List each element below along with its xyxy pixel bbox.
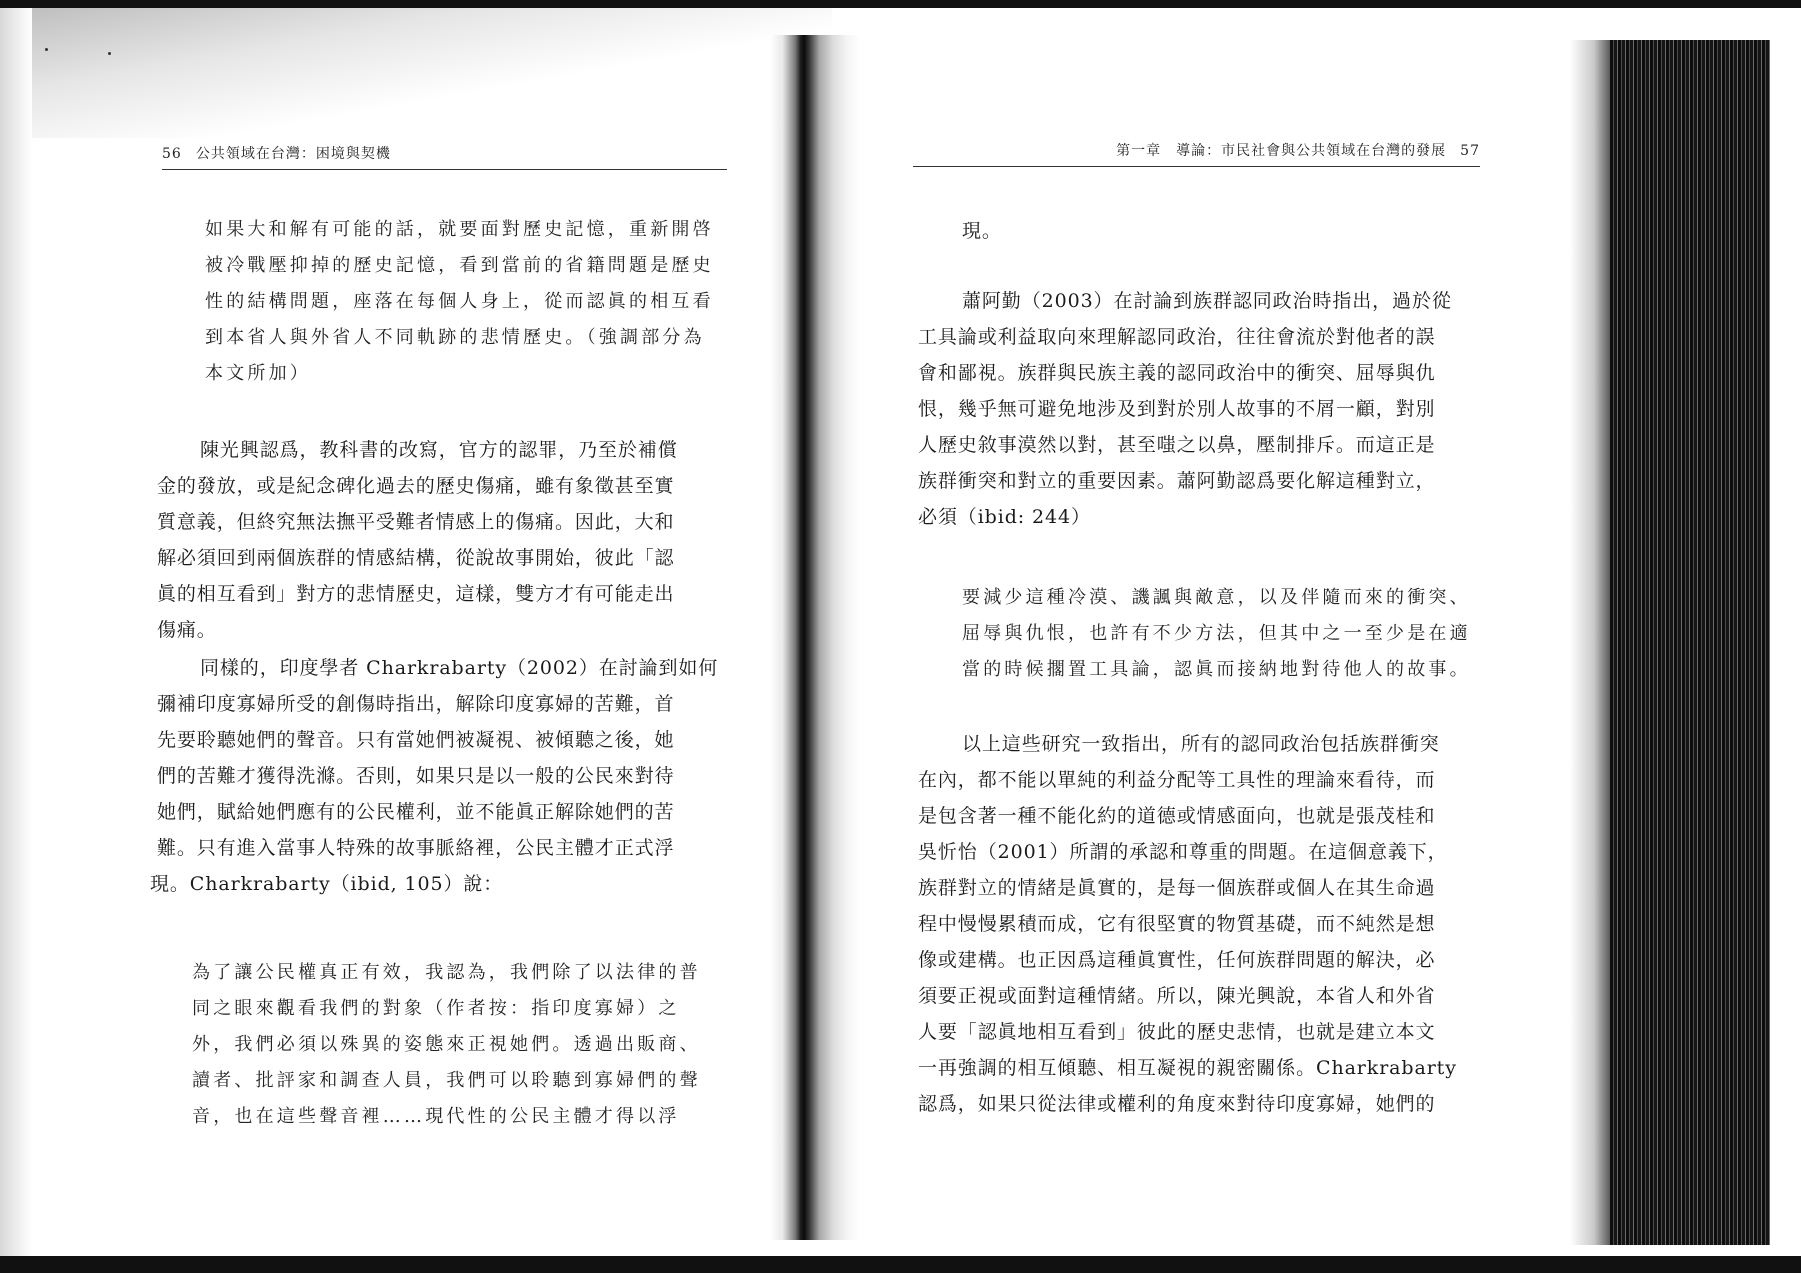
text-line: 人歷史敘事漠然以對，甚至嗤之以鼻，壓制排斥。而這正是: [918, 434, 1436, 456]
text-line: 像或建構。也正因爲這種眞實性，任何族群問題的解決，必: [918, 949, 1436, 971]
text-line: 外，我們必須以殊異的姿態來正視她們。透過出販商、: [192, 1034, 701, 1055]
text-line: 程中慢慢累積而成，它有很堅實的物質基礎，而不純然是想: [918, 913, 1436, 935]
scan-speck: [108, 52, 111, 55]
book-spine: [770, 35, 860, 1240]
text-line: 吳忻怡（2001）所謂的承認和尊重的問題。在這個意義下，: [918, 841, 1448, 863]
text-line: 以上這些研究一致指出，所有的認同政治包括族群衝突: [962, 733, 1440, 755]
text-line: 必須（ibid: 244）: [918, 506, 1091, 528]
left-page-number: 56: [162, 146, 182, 162]
text-line: 解必須回到兩個族群的情感結構，從說故事開始，彼此「認: [157, 547, 675, 569]
page-edges: [1610, 40, 1770, 1245]
text-line: 陳光興認爲，教科書的改寫，官方的認罪，乃至於補償: [200, 439, 678, 461]
text-line: 族群對立的情緒是眞實的，是每一個族群或個人在其生命過: [918, 877, 1436, 899]
text-line: 為了讓公民權真正有效，我認為，我們除了以法律的普: [192, 962, 701, 983]
text-line: 本文所加）: [205, 363, 311, 384]
text-line: 性的結構問題，座落在每個人身上，從而認眞的相互看: [205, 291, 714, 312]
text-line: 現。Charkrabarty（ibid, 105）說：: [150, 873, 504, 895]
text-line: 是包含著一種不能化約的道德或情感面向，也就是張茂桂和: [918, 805, 1436, 827]
text-line: 當的時候擱置工具論，認眞而接納地對待他人的故事。: [962, 659, 1471, 680]
text-line: 難。只有進入當事人特殊的故事脈絡裡，公民主體才正式浮: [157, 837, 675, 859]
text-line: 要減少這種冷漠、譏諷與敵意，以及伴隨而來的衝突、: [962, 587, 1471, 608]
text-line: 音，也在這些聲音裡……現代性的公民主體才得以浮: [192, 1106, 680, 1127]
right-continuation: 現。: [962, 220, 1002, 242]
text-line: 同樣的，印度學者 Charkrabarty（2002）在討論到如何: [200, 657, 719, 679]
text-line: 在內，都不能以單純的利益分配等工具性的理論來看待，而: [918, 769, 1436, 791]
left-page-header: [162, 143, 727, 170]
text-line: 恨，幾乎無可避免地涉及到對於別人故事的不屑一顧，對別: [918, 398, 1436, 420]
text-line: 質意義，但終究無法撫平受難者情感上的傷痛。因此，大和: [157, 511, 675, 533]
left-running-title: 公共領域在台灣：困境與契機: [195, 146, 391, 162]
right-running-title: 第一章 導論：市民社會與公共領域在台灣的發展: [1116, 143, 1447, 159]
text-line: 認爲，如果只從法律或權利的角度來對待印度寡婦，她們的: [918, 1093, 1436, 1115]
scan-shadow: [32, 8, 832, 138]
text-line: 她們，賦給她們應有的公民權利，並不能眞正解除她們的苦: [157, 801, 675, 823]
text-line: 族群衝突和對立的重要因素。蕭阿勤認爲要化解這種對立，: [918, 470, 1436, 492]
text-line: 傷痛。: [157, 619, 217, 641]
text-line: 屈辱與仇恨，也許有不少方法，但其中之一至少是在適: [962, 623, 1471, 644]
right-page-header: [913, 140, 1480, 167]
text-line: 工具論或利益取向來理解認同政治，往往會流於對他者的誤: [918, 326, 1436, 348]
text-line: 被冷戰壓抑掉的歷史記憶，看到當前的省籍問題是歷史: [205, 255, 714, 276]
text-line: 同之眼來觀看我們的對象（作者按：指印度寡婦）之: [192, 998, 680, 1019]
scan-left-edge: [0, 0, 32, 1273]
scan-top-border: [0, 0, 1801, 8]
text-line: 蕭阿勤（2003）在討論到族群認同政治時指出，過於從: [962, 290, 1452, 312]
text-line: 們的苦難才獲得洗滌。否則，如果只是以一般的公民來對待: [157, 765, 675, 787]
text-line: 到本省人與外省人不同軌跡的悲情歷史。（強調部分為: [205, 327, 705, 348]
text-line: 會和鄙視。族群與民族主義的認同政治中的衝突、屈辱與仇: [918, 362, 1436, 384]
text-line: 眞的相互看到」對方的悲情歷史，這樣，雙方才有可能走出: [157, 583, 675, 605]
text-line: 人要「認眞地相互看到」彼此的歷史悲情，也就是建立本文: [918, 1021, 1436, 1043]
text-line: 須要正視或面對這種情緒。所以，陳光興說，本省人和外省: [918, 985, 1436, 1007]
text-line: 先要聆聽她們的聲音。只有當她們被凝視、被傾聽之後，她: [157, 729, 675, 751]
text-line: 如果大和解有可能的話，就要面對歷史記憶，重新開啓: [205, 219, 714, 240]
text-line: 一再強調的相互傾聽、相互凝視的親密關係。Charkrabarty: [918, 1057, 1457, 1079]
scan-speck: [45, 48, 48, 51]
text-line: 彌補印度寡婦所受的創傷時指出，解除印度寡婦的苦難，首: [157, 693, 675, 715]
right-page-number: 57: [1460, 143, 1480, 159]
scan-bottom-border: [0, 1256, 1801, 1273]
text-line: 金的發放，或是紀念碑化過去的歷史傷痛，雖有象徵甚至實: [157, 475, 675, 497]
text-line: 讀者、批評家和調查人員，我們可以聆聽到寡婦們的聲: [192, 1070, 701, 1091]
